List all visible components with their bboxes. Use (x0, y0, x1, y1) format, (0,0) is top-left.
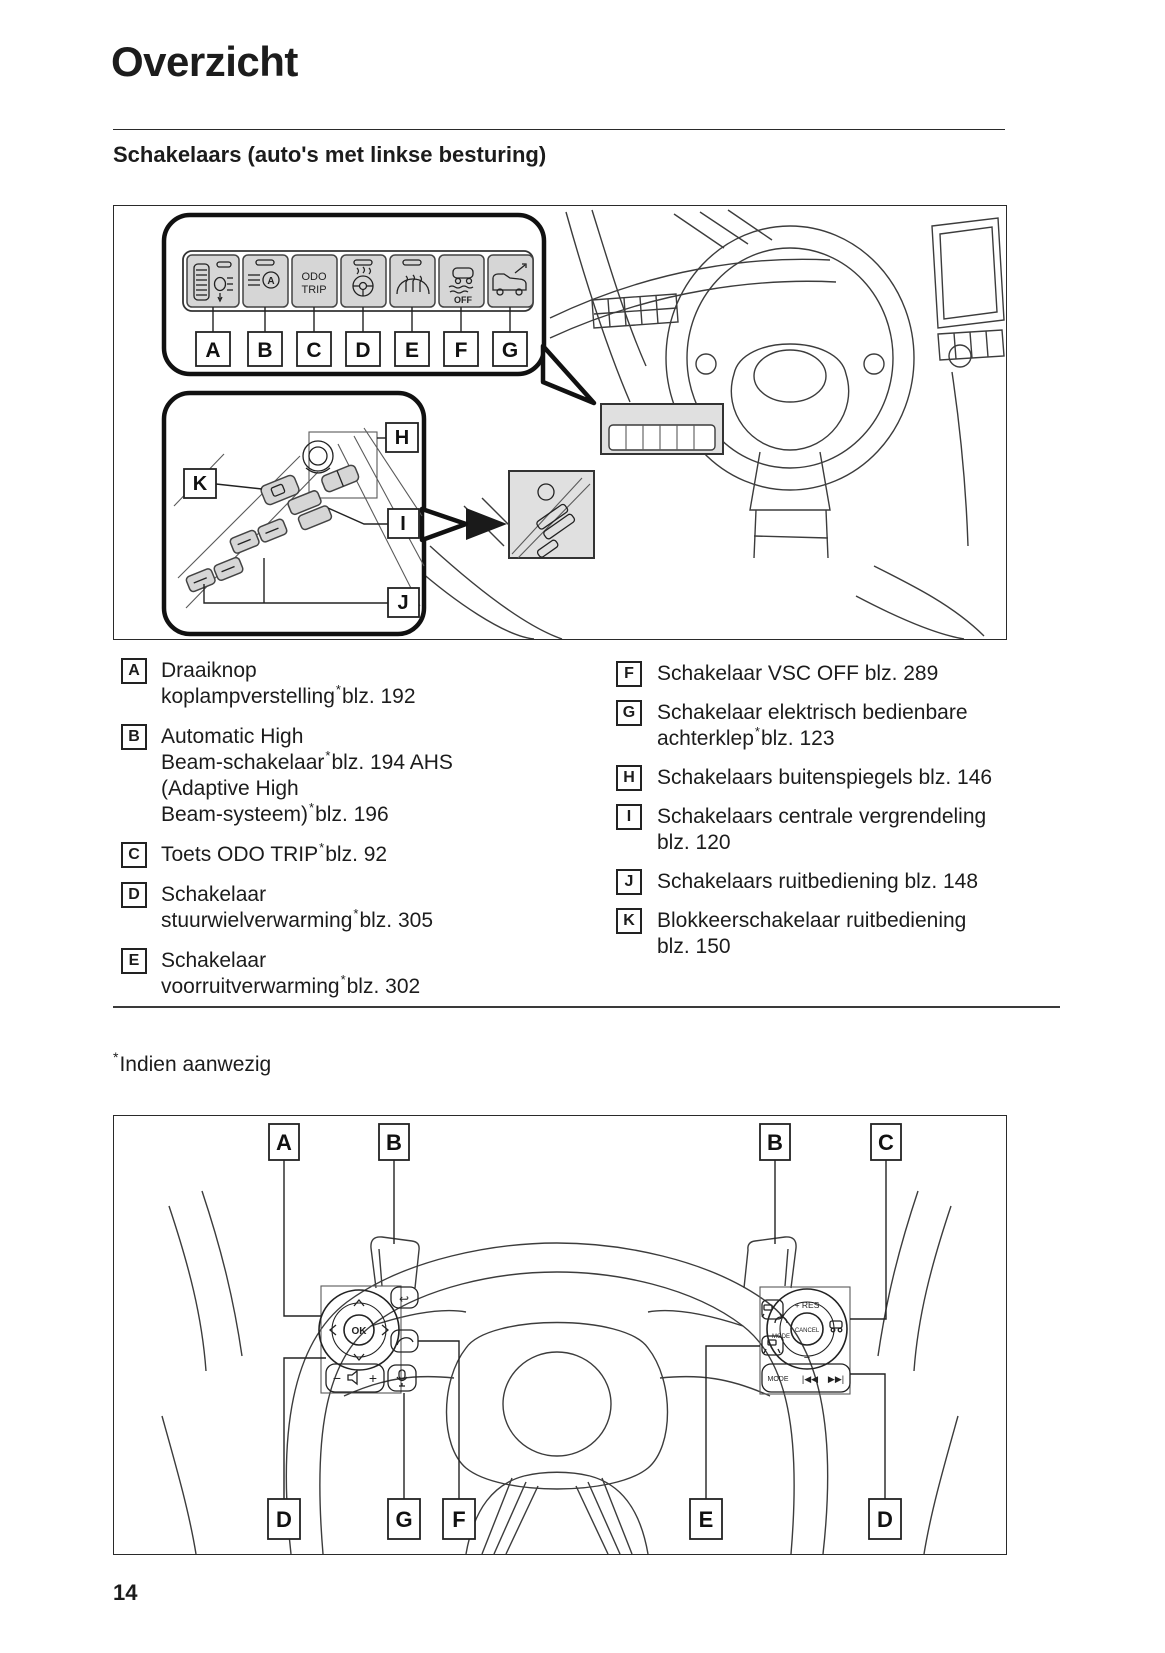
odo-trip-button (301, 271, 327, 296)
steering-wheel-sketch (286, 1243, 827, 1554)
page-title: Overzicht (111, 38, 298, 85)
legend-item-G (616, 700, 1016, 752)
legend-item-C (121, 842, 601, 868)
figure2-label-top-B-left: B (386, 1130, 402, 1155)
legend-text-G: Schakelaar elektrisch bedienbare achterklep*blz. 123 (657, 701, 968, 750)
key-box-G: G (616, 700, 642, 726)
callout-switch-strip (164, 215, 594, 403)
key-box-F: F (616, 661, 642, 687)
title-rule (113, 129, 1005, 130)
audio-volume-buttons (326, 1364, 384, 1392)
key-box-H: H (616, 765, 642, 791)
legend-text-K: Blokkeerschakelaar ruitbediening blz. 150 (657, 909, 967, 958)
ahb-letter: A (267, 276, 275, 287)
figure1-label-J: J (397, 592, 409, 614)
figure1-label-B: B (257, 339, 273, 362)
legend-text-J: Schakelaars ruitbediening blz. 148 (657, 870, 979, 893)
ok-button-label: OK (351, 1326, 367, 1337)
legend-item-D (121, 882, 601, 934)
highlighted-switch-strip (601, 404, 723, 454)
seek-back-icon: |◀◀ (801, 1374, 819, 1384)
cruise-minus-label: − (803, 1352, 811, 1364)
figure2-label-top-A: A (276, 1130, 292, 1155)
legend-text-B: Automatic High Beam-schakelaar*blz. 194 AHS (Adaptive High Beam-systeem)*blz. 196 (161, 725, 453, 826)
key-box-J: J (616, 869, 642, 895)
figure2-label-bottom-D-right: D (877, 1507, 893, 1532)
figure2-label-bottom-E: E (698, 1507, 714, 1532)
legend-text-A: Draaiknop koplampverstelling*blz. 192 (161, 659, 416, 708)
odo-text: ODO (301, 271, 327, 283)
callout-door-switches (164, 393, 466, 634)
key-box-C: C (121, 842, 147, 868)
figure2-label-top-C: C (878, 1130, 894, 1155)
media-mode-label: MODE (767, 1376, 789, 1383)
figure2-label-bottom-F: F (452, 1507, 466, 1532)
legend-text-I: Schakelaars centrale vergrendeling blz. 120 (657, 805, 987, 854)
cruise-mode-label: MODE (772, 1334, 790, 1340)
volume-minus-label: − (332, 1370, 342, 1386)
section-heading: Schakelaars (auto's met linkse besturing) (113, 142, 547, 167)
figure1-label-I: I (400, 513, 406, 535)
legend-item-H (616, 765, 1016, 791)
seek-forward-icon: ▶▶| (827, 1374, 845, 1384)
trip-text: TRIP (301, 284, 327, 296)
following-distance-icon (830, 1321, 842, 1332)
legend-item-F (616, 661, 1016, 687)
legend-text-H: Schakelaars buitenspiegels blz. 146 (657, 766, 993, 789)
legend-item-B (121, 724, 601, 828)
legend-text-D: Schakelaar stuurwielverwarming*blz. 305 (161, 883, 434, 932)
legend-column-right (616, 661, 1016, 973)
legend-text-F: Schakelaar VSC OFF blz. 289 (657, 662, 939, 685)
cruise-cancel-label: CANCEL (794, 1328, 820, 1334)
figure-steering-wheel-controls (113, 1115, 1007, 1555)
back-icon: ↩ (398, 1292, 410, 1306)
figure2-drawing (114, 1116, 1006, 1554)
footnote-text: Indien aanwezig (119, 1053, 272, 1076)
figure1-label-D: D (355, 339, 371, 362)
key-box-A: A (121, 658, 147, 684)
paddle-shifter-right (744, 1237, 796, 1288)
legend-item-I (616, 804, 1016, 856)
figure2-label-bottom-D-left: D (276, 1507, 292, 1532)
key-box-K: K (616, 908, 642, 934)
page-number: 14 (113, 1580, 138, 1605)
highlighted-door-switch-area (509, 471, 594, 558)
pointer-arrow (466, 508, 507, 540)
key-box-B: B (121, 724, 147, 750)
figure1-label-A: A (205, 339, 221, 362)
figure1-drawing (114, 206, 1006, 639)
legend-item-E (121, 948, 601, 1000)
key-box-I: I (616, 804, 642, 830)
legend-text-C: Toets ODO TRIP*blz. 92 (161, 840, 388, 866)
cruise-res-label: + RES (794, 1300, 820, 1310)
figure-dashboard-switches (113, 205, 1007, 640)
figure1-label-K: K (192, 473, 208, 495)
key-box-D: D (121, 882, 147, 908)
legend-column-left (121, 658, 601, 1014)
key-box-E: E (121, 948, 147, 974)
figure1-label-H: H (394, 427, 410, 449)
legend-item-A (121, 658, 601, 710)
volume-plus-label: + (368, 1370, 378, 1386)
paddle-shifter-left (371, 1237, 419, 1288)
speaker-icon (348, 1371, 357, 1384)
legend-item-K (616, 908, 1016, 960)
legend-text-E: Schakelaar voorruitverwarming*blz. 302 (161, 949, 421, 998)
figure1-label-F: F (454, 339, 468, 362)
figure2-label-bottom-G: G (395, 1507, 413, 1532)
section-divider (113, 1006, 1060, 1008)
figure2-label-top-B-right: B (767, 1130, 783, 1155)
footnote (113, 1050, 271, 1077)
figure1-label-E: E (404, 339, 420, 362)
vsc-off-text: OFF (454, 295, 472, 305)
footnote-asterisk: * (113, 1049, 119, 1065)
figure1-label-C: C (306, 339, 322, 362)
figure1-label-G: G (501, 339, 519, 362)
legend-item-J (616, 869, 1016, 895)
